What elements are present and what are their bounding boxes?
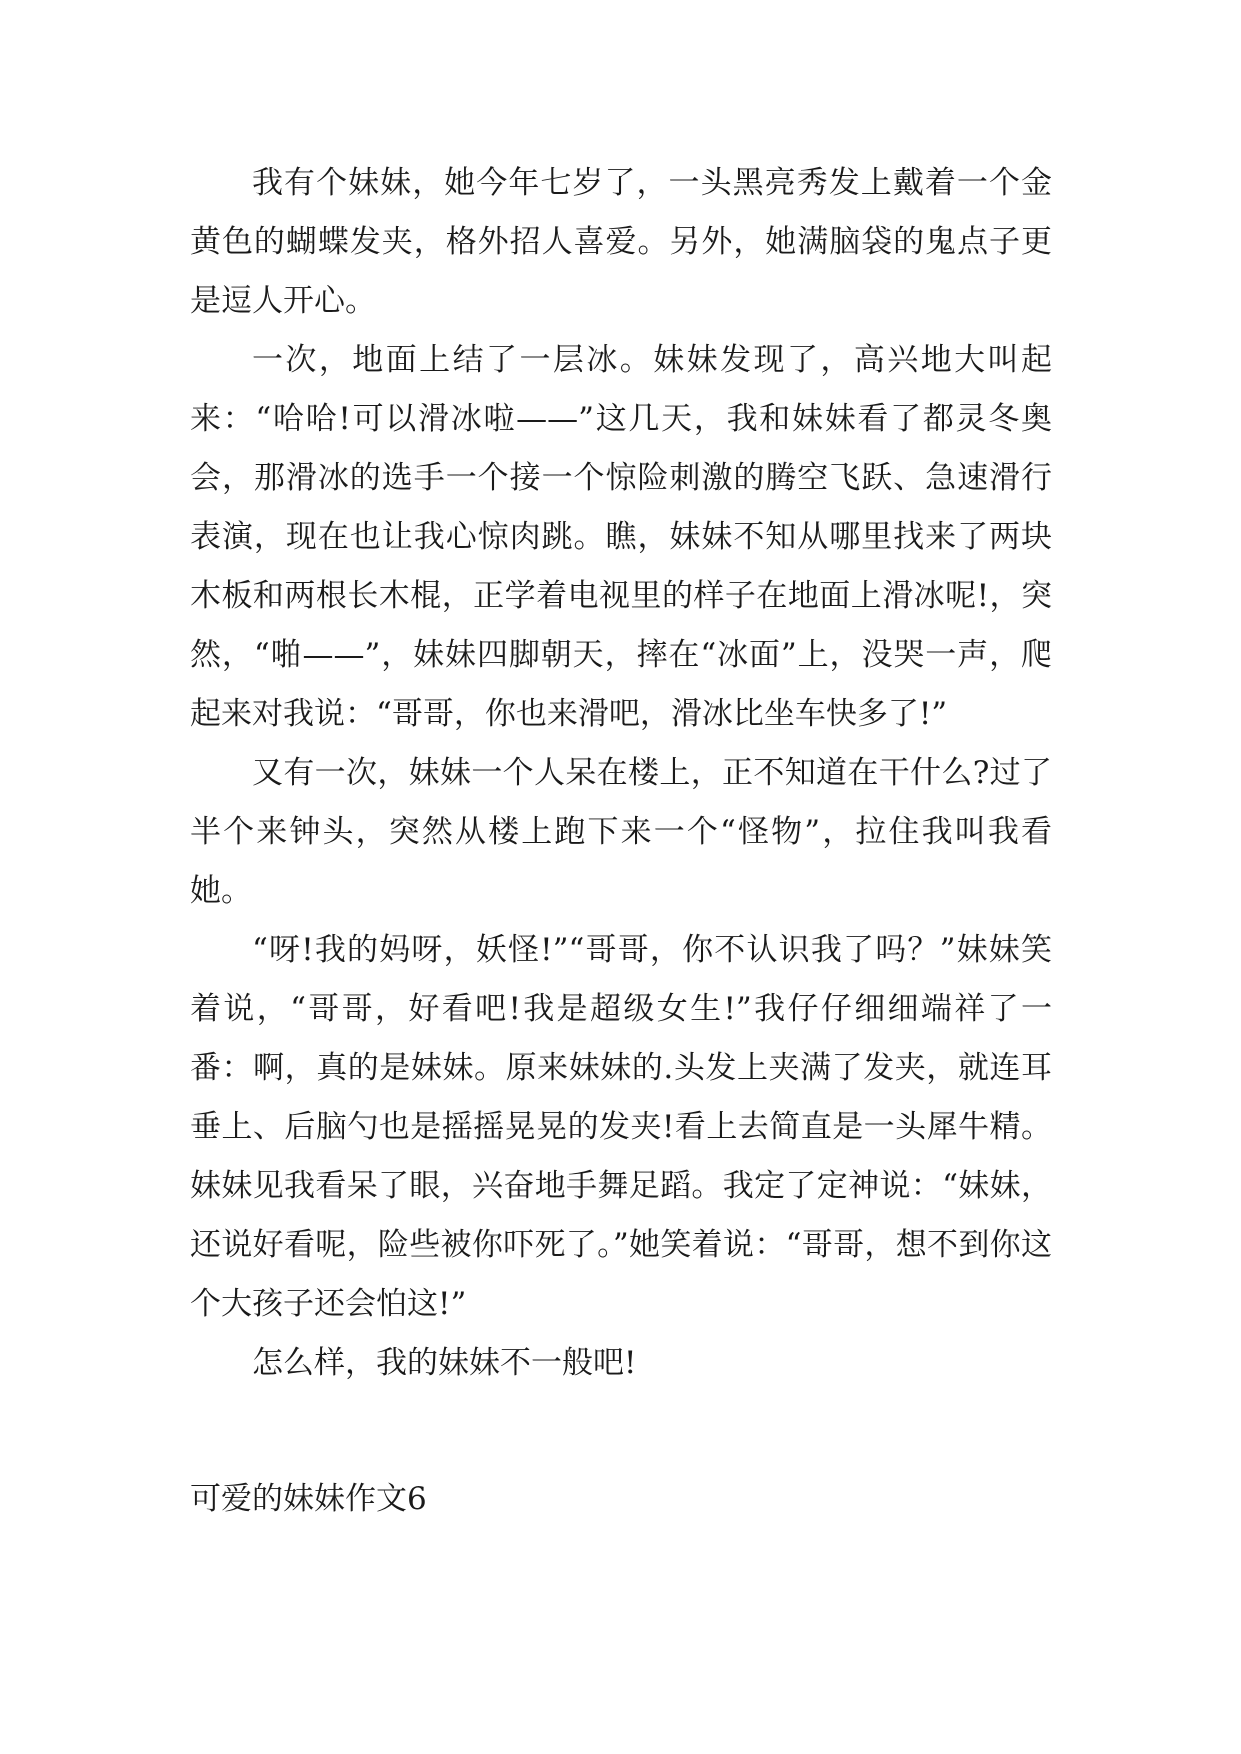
paragraph: 又有一次，妹妹一个人呆在楼上，正不知道在干什么?过了半个来钟头，突然从楼上跑下来一个“怪物”，拉住我叫我看她。 [190, 755, 1052, 909]
section-title: 可爱的妹妹作文6 [190, 1481, 427, 1517]
essay-body [190, 154, 1052, 1393]
paragraph: 怎么样，我的妹妹不一般吧! [252, 1345, 637, 1381]
paragraph: 我有个妹妹，她今年七岁了，一头黑亮秀发上戴着一个金黄色的蝴蝶发夹，格外招人喜爱。另外，她满脑袋的鬼点子更是逗人开心。 [190, 165, 1052, 319]
paragraph: 一次，地面上结了一层冰。妹妹发现了，高兴地大叫起来：“哈哈!可以滑冰啦——”这几天，我和妹妹看了都灵冬奥会，那滑冰的选手一个接一个惊险刺激的腾空飞跃、急速滑行表演，现在也让我心惊肉跳。瞧，妹妹不知从哪里找来了两块木板和两根长木棍，正学着电视里的样子在地面上滑冰呢!，突然，“啪——”，妹妹四脚朝天，摔在“冰面”上，没哭一声，爬起来对我说：“哥哥，你也来滑吧，滑冰比坐车快多了!” [190, 342, 1052, 732]
paragraph: “呀!我的妈呀，妖怪!”“哥哥，你不认识我了吗？”妹妹笑着说，“哥哥，好看吧!我是超级女生!”我仔仔细细端祥了一番：啊，真的是妹妹。原来妹妹的.头发上夹满了发夹，就连耳垂上、后脑勺也是摇摇晃晃的发夹!看上去简直是一头犀牛精。妹妹见我看呆了眼，兴奋地手舞足蹈。我定了定神说：“妹妹，还说好看呢，险些被你吓死了。”她笑着说：“哥哥，想不到你这个大孩子还会怕这!” [190, 932, 1052, 1322]
